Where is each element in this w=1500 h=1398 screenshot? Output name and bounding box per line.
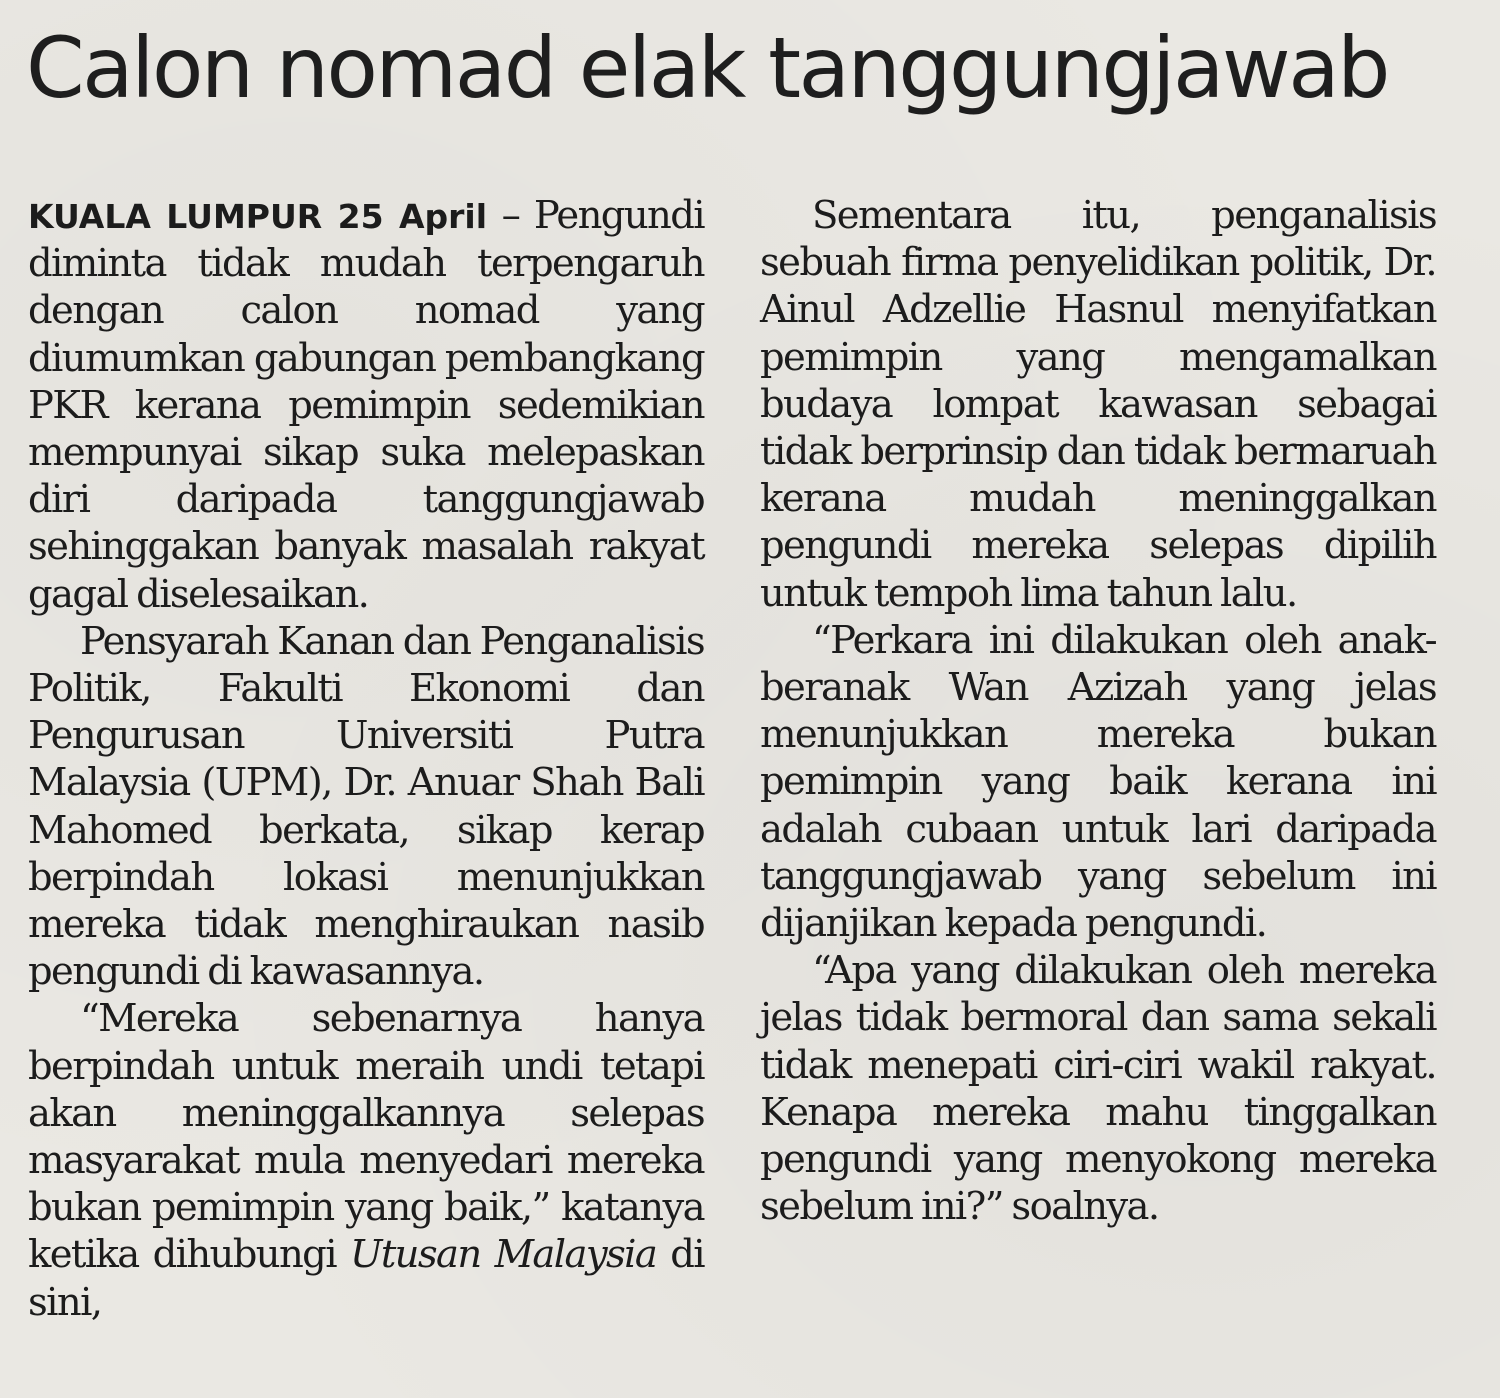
- paragraph-text: Pengundi diminta tidak mudah terpengaruh dengan calon nomad yang diumumkan gabungan pembangkang PKR kerana pemimpin sedemikian mempunyai sikap suka melepaskan diri daripada tanggungjawab sehinggakan banyak masalah rakyat gagal diselesaikan.: [28, 193, 704, 617]
- article-paragraph: [28, 995, 704, 1325]
- article-paragraph: Sementara itu, penganalisis sebuah firma penyelidikan politik, Dr. Ainul Adzellie Hasnul menyifatkan pemimpin yang mengamalkan budaya lompat kawasan sebagai tidak berprinsip dan tidak bermaruah kerana mudah meninggalkan pengundi mereka selepas dipilih untuk tempoh lima tahun lalu.: [760, 193, 1436, 616]
- publication-name: Utusan Malaysia: [349, 1232, 657, 1278]
- dateline-dash: –: [487, 193, 534, 238]
- article-paragraph: “Perkara ini dilakukan oleh anak-beranak Wan Azizah yang jelas menunjukkan mereka bukan pemimpin yang baik kerana ini adalah cubaan untuk lari daripada tanggungjawab yang sebelum ini dijanjikan kepada pengundi.: [760, 617, 1436, 947]
- article-column-left: [28, 192, 704, 1326]
- article-paragraph: Pensyarah Kanan dan Penganalisis Politik, Fakulti Ekonomi dan Pengurusan Universiti Putra Malaysia (UPM), Dr. Anuar Shah Bali Mahomed berkata, sikap kerap berpindah lokasi menunjukkan mereka tidak menghiraukan nasib pengundi di kawasannya.: [28, 618, 704, 995]
- article-column-right: [760, 192, 1436, 1230]
- paragraph-text: “Mereka sebenarnya hanya berpindah untuk meraih undi tetapi akan meninggalkannya selepas masyarakat mula menyedari mereka bukan pemimpin yang baik,” katanya ketika dihubungi: [28, 996, 704, 1278]
- dateline: KUALA LUMPUR 25 April: [28, 197, 488, 236]
- article-paragraph: “Apa yang dilakukan oleh mereka jelas tidak bermoral dan sama sekali tidak menepati ciri-ciri wakil rakyat. Kenapa mereka mahu tinggalkan pengundi yang menyokong mereka sebelum ini?” soalnya.: [760, 948, 1436, 1230]
- article-paragraph: [28, 192, 704, 618]
- article-headline: Calon nomad elak tanggungjawab: [26, 19, 1388, 117]
- paragraph-text-end: di sini,: [28, 1232, 704, 1325]
